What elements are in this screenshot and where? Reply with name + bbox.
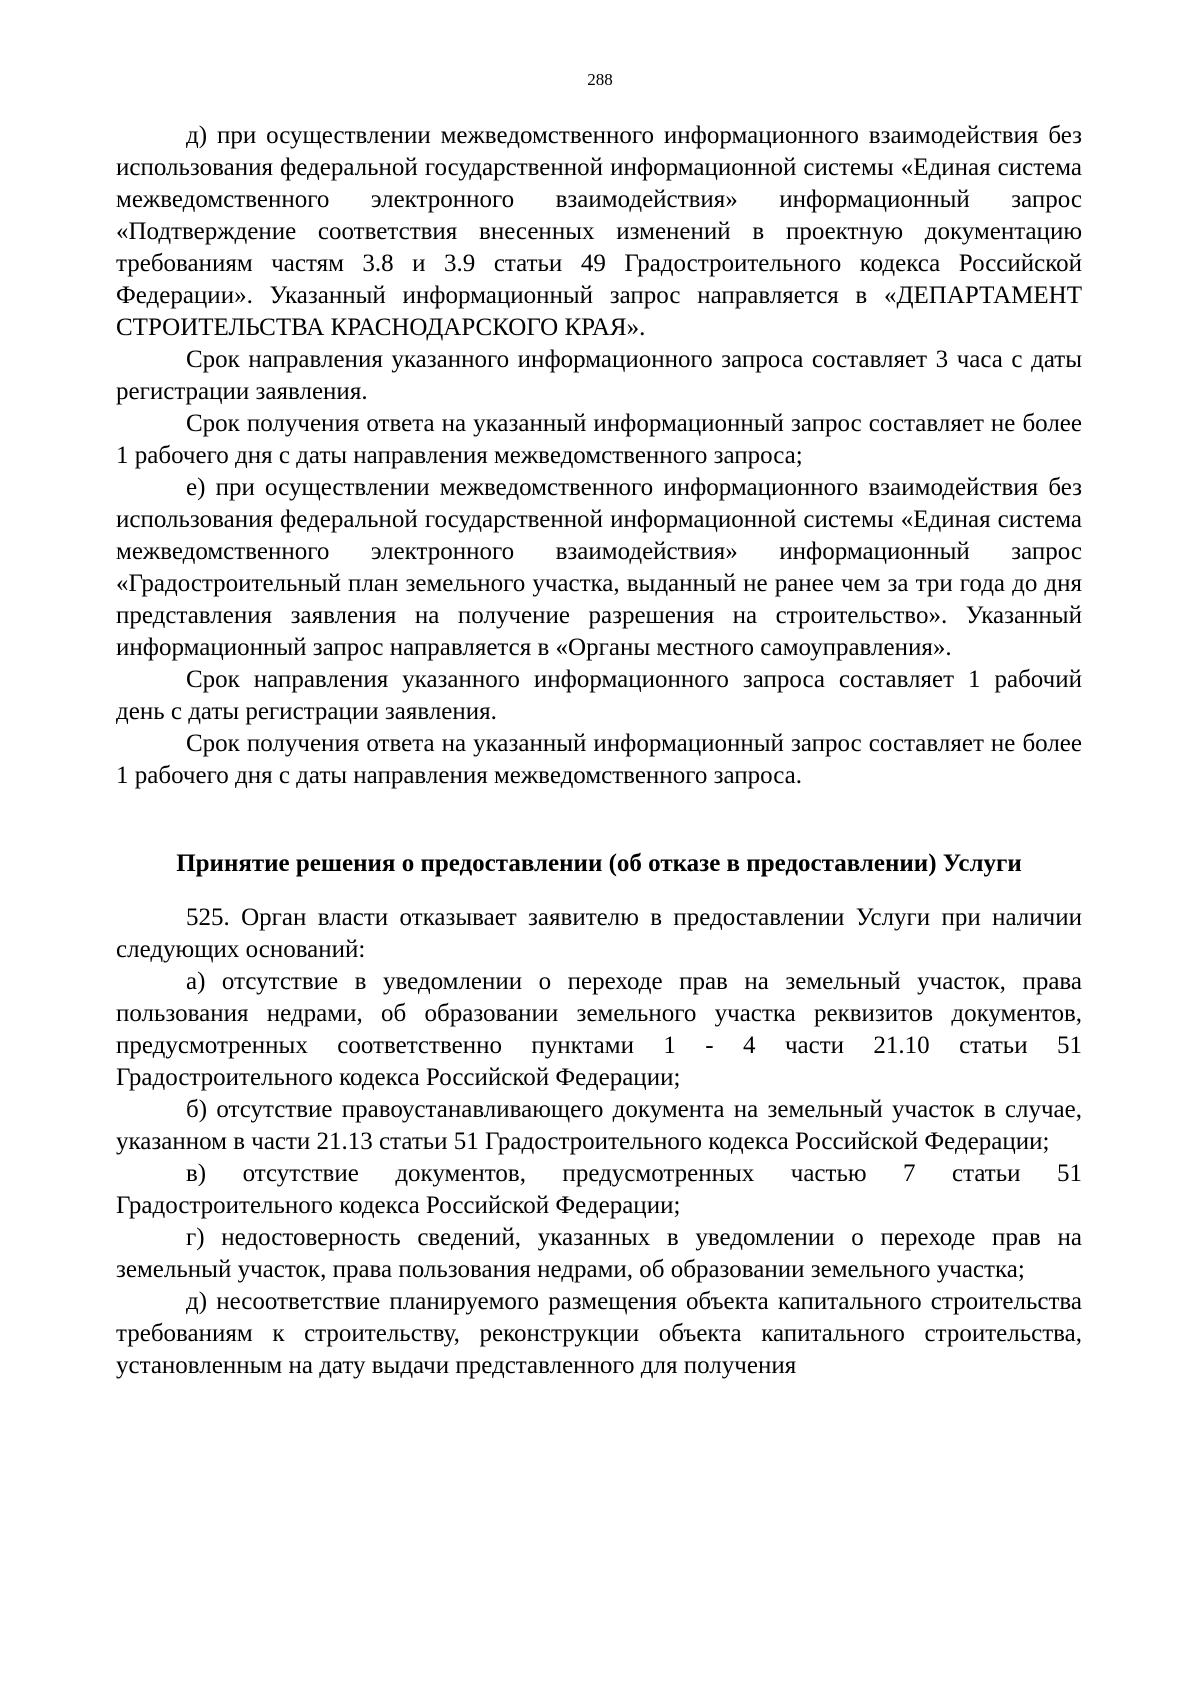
document-body [116,120,1082,1382]
paragraph-d-request: д) при осуществлении межведомственного информационного взаимодействия без использования федеральной государственной информационной системы «Единая система межведомственного электронного взаимодействия» информационный запрос «Подтверждение соответствия внесенных изменений в проектную документацию требованиям частям 3.8 и 3.9 статьи 49 Градостроительного кодекса Российской Федерации». Указанный информационный запрос направляется в «ДЕПАРТАМЕНТ СТРОИТЕЛЬСТВА КРАСНОДАРСКОГО КРАЯ». [116,122,1082,341]
paragraph-ground-v: в) отсутствие документов, предусмотренных частью 7 статьи 51 Градостроительного кодекса Российской Федерации; [116,1160,1082,1219]
section-heading: Принятие решения о предоставлении (об отказе в предоставлении) Услуги [176,850,1022,877]
paragraph-send-deadline: Срок направления указанного информационного запроса составляет 3 часа с даты регистрации заявления. [116,346,1082,405]
paragraph-ground-d: д) несоответствие планируемого размещения объекта капитального строительства требованиям к строительству, реконструкции объекта капитального строительства, установленным на дату выдачи представленного для получения [116,1288,1082,1379]
paragraph-525: 525. Орган власти отказывает заявителю в предоставлении Услуги при наличии следующих оснований: [116,904,1082,963]
paragraph-response-deadline: Срок получения ответа на указанный информационный запрос составляет не более 1 рабочего дня с даты направления межведомственного запроса; [116,410,1082,469]
paragraph-response-deadline-2: Срок получения ответа на указанный информационный запрос составляет не более 1 рабочего дня с даты направления межведомственного запроса. [116,730,1082,789]
paragraph-ground-g: г) недостоверность сведений, указанных в уведомлении о переходе прав на земельный участок, права пользования недрами, об образовании земельного участка; [116,1224,1082,1283]
paragraph-ground-b: б) отсутствие правоустанавливающего документа на земельный участок в случае, указанном в части 21.13 статьи 51 Градостроительного кодекса Российской Федерации; [116,1096,1082,1155]
page-number: 288 [587,70,613,89]
paragraph-send-deadline-2: Срок направления указанного информационного запроса составляет 1 рабочий день с даты регистрации заявления. [116,666,1082,725]
paragraph-e-request: е) при осуществлении межведомственного информационного взаимодействия без использования федеральной государственной информационной системы «Единая система межведомственного электронного взаимодействия» информационный запрос «Градостроительный план земельного участка, выданный не ранее чем за три года до дня представления заявления на получение разрешения на строительство». Указанный информационный запрос направляется в «Органы местного самоуправления». [116,474,1082,661]
paragraph-ground-a: а) отсутствие в уведомлении о переходе прав на земельный участок, права пользования недрами, об образовании земельного участка реквизитов документов, предусмотренных соответственно пунктами 1 - 4 части 21.10 статьи 51 Градостроительного кодекса Российской Федерации; [116,968,1082,1091]
